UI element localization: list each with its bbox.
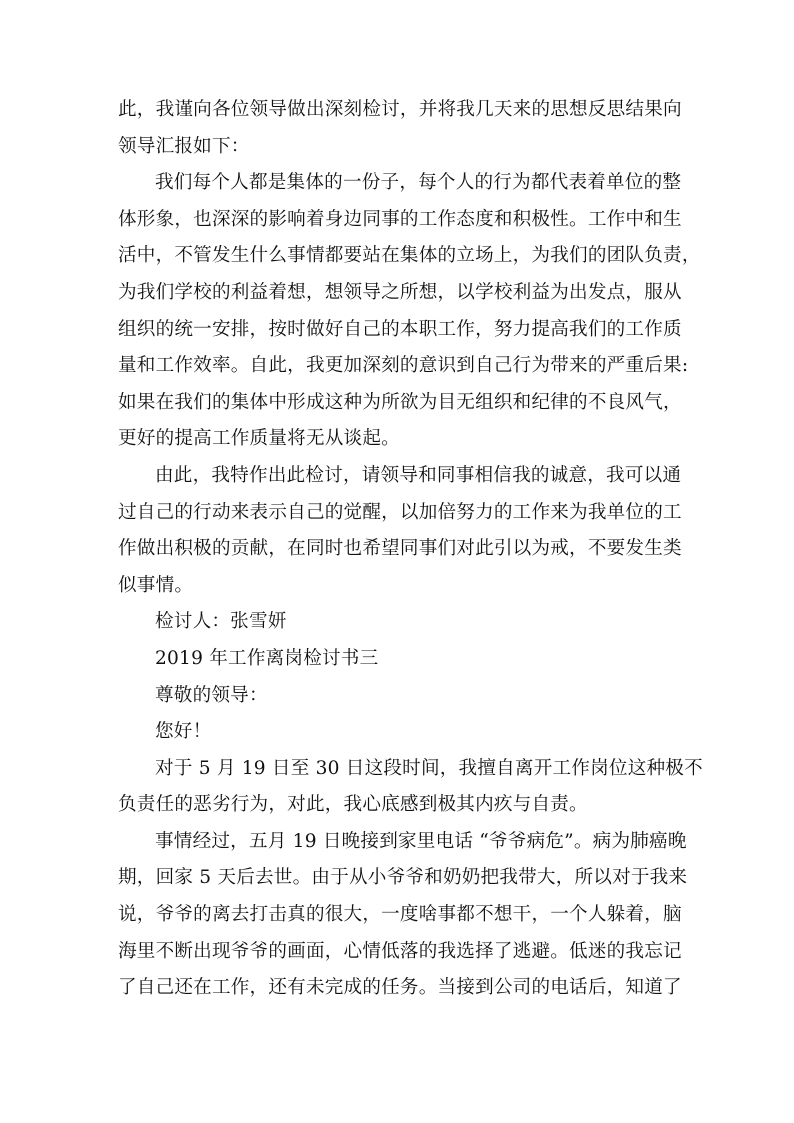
text-line: 海里不断出现爷爷的画面，心情低落的我选择了逃避。低迷的我忘记 [118,940,682,962]
text-line: 我们每个人都是集体的一份子，每个人的行为都代表着单位的整 [155,172,682,194]
text-line: 体形象，也深深的影响着身边同事的工作态度和积极性。工作中和生 [118,208,682,230]
text-line: 由此，我特作出此检讨，请领导和同事相信我的诚意，我可以通 [155,464,682,486]
greeting: 您好！ [155,721,212,743]
text-line: 活中，不管发生什么事情都要站在集体的立场上，为我们的团队负责， [118,245,701,267]
section-title: 2019 年工作离岗检讨书三 [155,647,379,669]
text-line: 作做出积极的贡献，在同时也希望同事们对此引以为戒，不要发生类 [118,538,682,560]
text-line: 负责任的恶劣行为，对此，我心底感到极其内疚与自责。 [118,794,588,816]
text-line: 事情经过，五月 19 日晚接到家里电话 “爷爷病危”。病为肺癌晚 [155,830,687,852]
text-line: 为我们学校的利益着想，想领导之所想，以学校利益为出发点，服从 [118,281,682,303]
signature-line: 检讨人：张雪妍 [155,611,287,633]
text-line: 更好的提高工作质量将无从谈起。 [118,428,400,450]
text-line: 了自己还在工作，还有未完成的任务。当接到公司的电话后，知道了 [118,977,682,999]
text-line: 对于 5 月 19 日至 30 日这段时间，我擅自离开工作岗位这种极不 [155,757,703,779]
text-line: 期，回家 5 天后去世。由于从小爷爷和奶奶把我带大，所以对于我来 [118,867,688,889]
text-line: 组织的统一安排，按时做好自己的本职工作，努力提高我们的工作质 [118,318,682,340]
text-line: 如果在我们的集体中形成这种为所欲为目无组织和纪律的不良风气， [118,391,682,413]
text-line: 似事情。 [118,574,194,596]
salutation: 尊敬的领导： [155,684,268,706]
text-line: 量和工作效率。自此，我更加深刻的意识到自己行为带来的严重后果: [118,355,689,377]
text-line: 领导汇报如下： [118,135,250,157]
text-line: 过自己的行动来表示自己的觉醒，以加倍努力的工作来为我单位的工 [118,501,682,523]
document-page [118,92,703,1007]
text-line: 说，爷爷的离去打击真的很大，一度啥事都不想干，一个人躲着，脑 [118,904,682,926]
text-line: 此，我谨向各位领导做出深刻检讨，并将我几天来的思想反思结果向 [118,99,682,120]
